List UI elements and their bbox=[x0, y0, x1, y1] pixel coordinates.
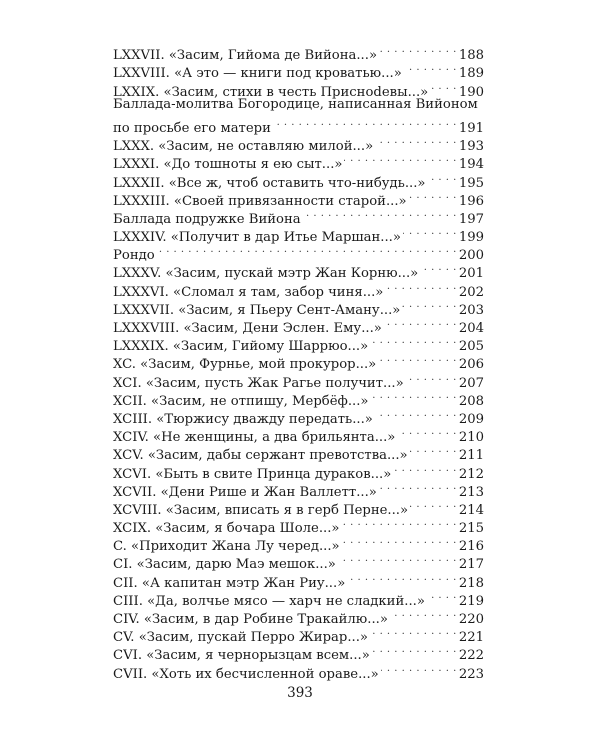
toc-entry-title: XCII. «Засим, не отпишу, Мербёф...» bbox=[113, 393, 369, 409]
toc-entry-title: LXXX. «Засим, не оставляю милой...» bbox=[113, 139, 374, 155]
dot-leader bbox=[370, 623, 457, 641]
toc-entry-title: XCIX. «Засим, я бочара Шоле...» bbox=[113, 521, 340, 537]
toc-entry-title: CV. «Засим, пускай Перро Жирар...» bbox=[113, 630, 368, 646]
toc-entry-title: LXXXVII. «Засим, я Пьеру Сент-Аману...» bbox=[113, 302, 401, 318]
toc-entry-title: LXXXIX. «Засим, Гийому Шаррюо...» bbox=[113, 339, 369, 355]
toc-entry-title: Баллада-молитва Богородице, написанная Вийоном bbox=[113, 96, 478, 112]
toc-entry-title: LXXXI. «До тошноты я ею сыт...» bbox=[113, 157, 343, 173]
dot-leader bbox=[403, 223, 457, 241]
toc-entry-title: LXXVII. «Засим, Гийома де Вийона...» bbox=[113, 48, 378, 64]
toc-entry-page: 196 bbox=[458, 193, 484, 209]
dot-leader bbox=[375, 132, 457, 150]
toc-entry-page: 219 bbox=[458, 593, 484, 609]
toc-entry-title: CIII. «Да, волчье мясо — харч не сладкий...» bbox=[113, 593, 425, 609]
toc-entry-page: 218 bbox=[458, 575, 484, 591]
toc-entry-title: LXXXVIII. «Засим, Дени Эслен. Ему...» bbox=[113, 321, 382, 336]
toc-entry-page: 195 bbox=[458, 175, 484, 191]
dot-leader bbox=[406, 368, 457, 386]
toc-entry-title: LXXIX. «Засим, стихи в честь Присноdевы...» bbox=[113, 84, 429, 100]
toc-entry-page: 200 bbox=[458, 248, 484, 264]
toc-entry-title: XCI. «Засим, пусть Жак Рагье получит...» bbox=[113, 375, 404, 391]
toc-entry-title: LXXXVI. «Сломал я там, забор чиня...» bbox=[113, 284, 384, 300]
dot-leader bbox=[404, 59, 457, 77]
toc-entry-page: 211 bbox=[458, 448, 484, 464]
toc-entry-page: 208 bbox=[458, 393, 484, 409]
toc-entry-page: 204 bbox=[458, 321, 484, 336]
toc-entry-page: 191 bbox=[458, 120, 484, 136]
dot-leader bbox=[390, 605, 457, 623]
toc-entry-page: 190 bbox=[458, 84, 484, 100]
toc-entry-title: LXXXII. «Все ж, чтоб оставить что-нибудь...» bbox=[113, 175, 426, 191]
dot-leader bbox=[430, 77, 457, 95]
dot-leader bbox=[342, 532, 457, 550]
toc-entry-title: XCIII. «Тюржису дважду передать...» bbox=[113, 411, 373, 427]
toc-entry-title: XCV. «Засим, дабы сержант превотства...» bbox=[113, 448, 408, 464]
dot-leader bbox=[338, 550, 457, 568]
toc-entry-page: 222 bbox=[458, 648, 484, 664]
dot-leader bbox=[420, 259, 457, 277]
toc-entry-title: XCVII. «Дени Рише и Жан Валлетт...» bbox=[113, 484, 377, 500]
toc-entry-title: LXXVIII. «А это — книги под кроватью...» bbox=[113, 66, 402, 82]
dot-leader bbox=[427, 587, 457, 605]
toc-entry-title-continuation: по просьбе его матери bbox=[113, 120, 271, 136]
toc-entry-page: 220 bbox=[458, 612, 484, 627]
toc-entry[interactable] bbox=[113, 114, 484, 136]
dot-leader bbox=[370, 332, 457, 350]
dot-leader bbox=[385, 277, 456, 295]
page-number: 393 bbox=[287, 685, 313, 701]
dot-leader bbox=[273, 114, 457, 132]
dot-leader bbox=[410, 441, 457, 459]
toc-entry-page: 214 bbox=[458, 502, 484, 518]
dot-leader bbox=[381, 659, 457, 677]
toc-entry-page: 201 bbox=[458, 266, 484, 282]
toc-entry-title: CVII. «Хоть их бесчисленной ораве...» bbox=[113, 666, 379, 682]
toc-entry-page: 202 bbox=[458, 284, 484, 300]
toc-entry-first-line[interactable] bbox=[113, 96, 484, 114]
toc-entry-page: 194 bbox=[458, 157, 484, 173]
toc-entry-title: XCIV. «Не женщины, а два брильянта...» bbox=[113, 430, 396, 446]
toc-entry-title: LXXXIV. «Получит в дар Итье Маршан...» bbox=[113, 230, 401, 246]
toc-entry-page: 193 bbox=[458, 139, 484, 155]
dot-leader bbox=[157, 241, 457, 259]
toc-entry-page: 206 bbox=[458, 357, 484, 373]
toc-entry-page: 207 bbox=[458, 375, 484, 391]
toc-entry-title: CIV. «Засим, в дар Робине Тракайлю...» bbox=[113, 612, 388, 627]
toc-entry-page: 215 bbox=[458, 521, 484, 537]
toc-entry-title: Рондо bbox=[113, 248, 155, 264]
dot-leader bbox=[379, 478, 457, 496]
toc-entry-page: 209 bbox=[458, 411, 484, 427]
toc-entry-title: XCVIII. «Засим, вписать я в герб Перне...» bbox=[113, 502, 409, 518]
toc-entry[interactable] bbox=[113, 241, 484, 264]
toc-entry-page: 199 bbox=[458, 230, 484, 246]
toc-entry-page: 223 bbox=[458, 666, 484, 682]
dot-leader bbox=[384, 314, 457, 332]
toc-entry[interactable] bbox=[113, 259, 484, 282]
toc-entry-page: 221 bbox=[458, 630, 484, 646]
toc-entry-title: CII. «А капитан мэтр Жан Риу...» bbox=[113, 575, 346, 591]
dot-leader bbox=[370, 387, 456, 405]
dot-leader bbox=[402, 296, 456, 314]
toc-entry-page: 197 bbox=[458, 211, 484, 227]
dot-leader bbox=[378, 350, 457, 368]
dot-leader bbox=[409, 187, 457, 205]
table-of-contents bbox=[113, 41, 484, 682]
toc-entry-page: 188 bbox=[458, 48, 484, 64]
toc-entry-title: LXXXV. «Засим, пускай мэтр Жан Корню...» bbox=[113, 266, 419, 282]
toc-entry-title: CI. «Засим, дарю Маэ мешок...» bbox=[113, 557, 336, 573]
dot-leader bbox=[372, 641, 457, 659]
dot-leader bbox=[347, 568, 457, 586]
toc-entry-page: 205 bbox=[458, 339, 484, 355]
toc-entry-page: 216 bbox=[458, 539, 484, 555]
dot-leader bbox=[393, 459, 457, 477]
dot-leader bbox=[303, 205, 457, 223]
toc-entry-title: CVI. «Засим, я чернорызцам всем...» bbox=[113, 648, 370, 664]
dot-leader bbox=[410, 496, 457, 514]
dot-leader bbox=[341, 514, 456, 532]
toc-entry-page: 210 bbox=[458, 430, 484, 446]
dot-leader bbox=[427, 168, 456, 186]
toc-entry-page: 203 bbox=[458, 302, 484, 318]
toc-entry[interactable] bbox=[113, 41, 484, 64]
toc-entry-title: Баллада подружке Вийона bbox=[113, 211, 301, 227]
toc-entry-page: 189 bbox=[458, 66, 484, 82]
toc-entry-title: LXXXIII. «Своей привязанности старой...» bbox=[113, 193, 407, 209]
dot-leader bbox=[379, 41, 457, 59]
dot-leader bbox=[375, 405, 457, 423]
toc-entry-title: XC. «Засим, Фурнье, мой прокурор...» bbox=[113, 357, 377, 373]
toc-entry-title: C. «Приходит Жана Лу черед...» bbox=[113, 539, 340, 555]
dot-leader bbox=[344, 150, 456, 168]
toc-entry-page: 213 bbox=[458, 484, 484, 500]
dot-leader bbox=[397, 423, 456, 441]
toc-entry-page: 212 bbox=[458, 466, 484, 482]
toc-entry-title: XCVI. «Быть в свите Принца дураков...» bbox=[113, 466, 392, 482]
toc-entry-page: 217 bbox=[458, 557, 484, 573]
